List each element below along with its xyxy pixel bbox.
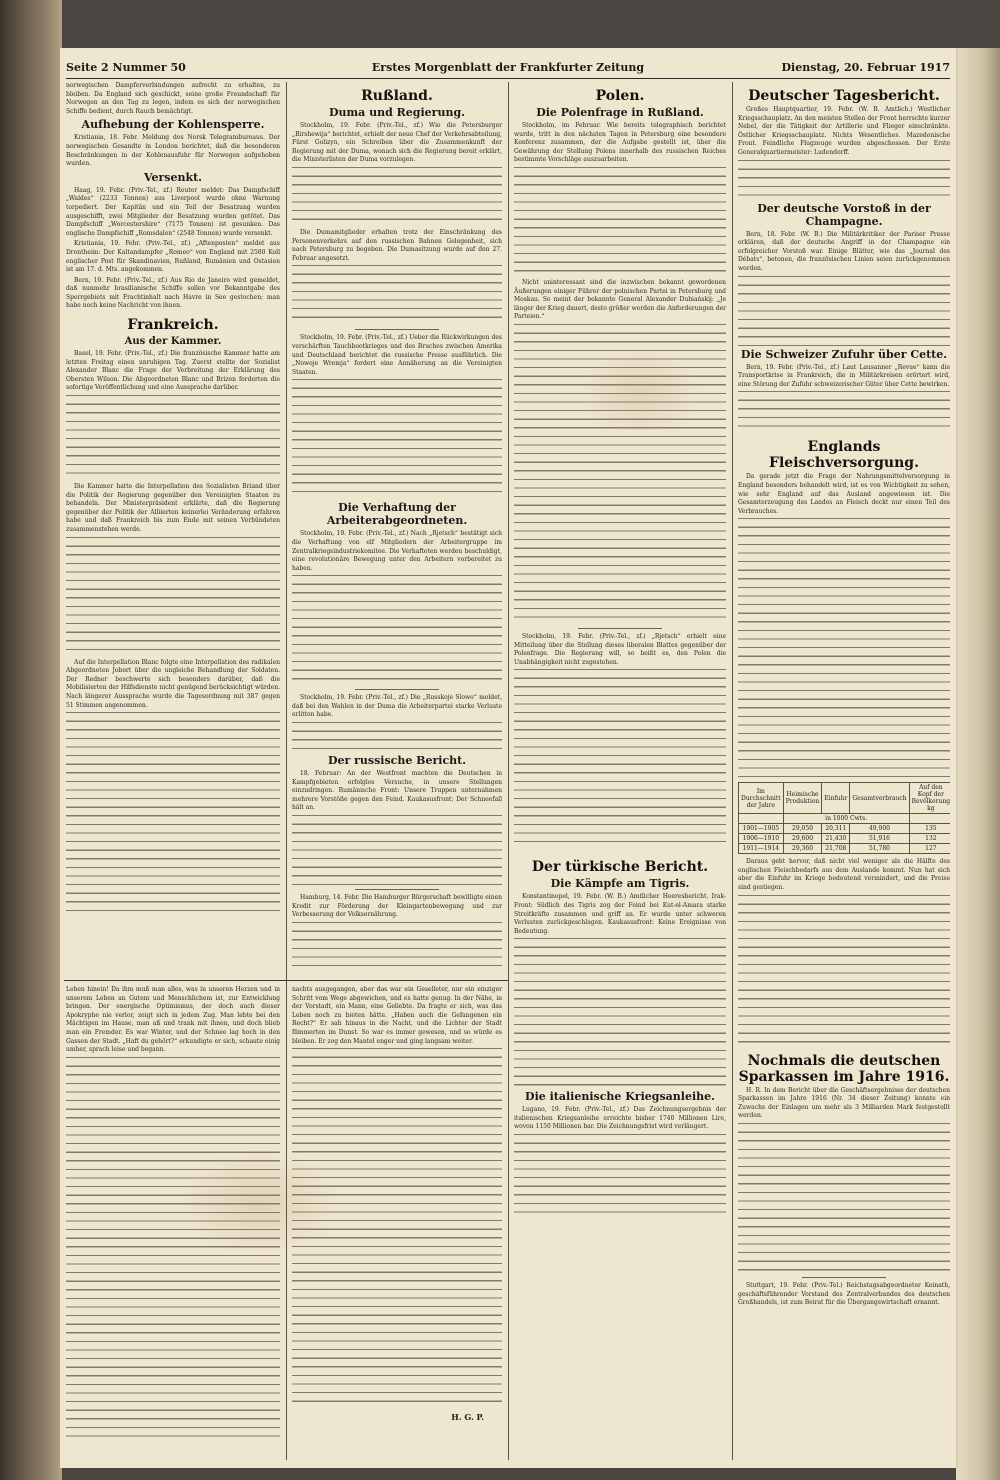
headline: Der deutsche Vorstoß in der Champagne. [757, 201, 931, 228]
text-lines [292, 379, 502, 499]
headline: Aufhebung der Kohlensperre. [81, 118, 265, 132]
article-text: Hamburg, 14. Febr. Die Hamburger Bürgerschaft bewilligte einen Kredit zur Förderung der Kleingartenbewegung und zur Verbesserung der Volksernährung. [292, 894, 502, 919]
table-cell: 29,600 [783, 834, 822, 844]
article-text: Nicht uninteressant sind die inzwischen bekannt gewordenen Äußerungen einiger Führer der polnischen Partei in Petersburg und Moskau. So meint der bekannte General Alexander Dubiańskij: „Je länger der Krieg dauert, desto größer werden die Anforderungen der Parteien.“ [514, 278, 726, 321]
table-row [739, 824, 951, 834]
column-3 [514, 82, 726, 1458]
masthead [66, 60, 950, 79]
newspaper-page [60, 48, 956, 1468]
table-cell: 127 [909, 844, 950, 854]
article-text: Bern, 19. Febr. (Priv.-Tel., zf.) Laut Lausanner „Revue“ kann die Transportkrise in Frankreich, die in Militärkreisen erörtert wird, eine Störung der Zufuhr schweizerischer Güter über Cette bewirken. [738, 363, 950, 388]
article-text: 18. Februar: An der Westfront machten die Deutschen in Kampfgebieten erfolglos Versuche, in unsere Stellungen einzudringen. Rumänische Front: Unsere Truppen unternahmen mehrere Vorstöße gegen den Feind. Kaukasusfront: Der Schneefall hält an. [292, 770, 502, 812]
separator [802, 1277, 887, 1278]
article-text: Auf die Interpellation Blanc folgte eine Interpellation des radikalen Abgeordneten Jobert über die ungleiche Behandlung der Soldaten. Der Redner beschwerte sich besonders darüber, daß die Mobilisierten der Hilfsdienste nicht genügend berücksichtigt würden. Nach längerer Aussprache wurde die Tagesordnung mit 387 gegen 51 Stimmen angenommen. [66, 658, 280, 709]
article-text: Stockholm, 19. Febr. (Priv.-Tel., zf.) Die „Russkoje Slowo“ meldet, daß bei den Wahlen in der Duma die Arbeiterpartei starke Verluste erlitten habe. [292, 694, 502, 719]
table-row [739, 844, 951, 854]
table-cell: 21,430 [822, 834, 850, 844]
table-header-cell: Heimische Produktion [783, 783, 822, 814]
sub-headline: Aus der Kammer. [124, 336, 222, 348]
feuilleton-rule [64, 980, 508, 981]
section-headline: Rußland. [361, 88, 433, 104]
text-lines [66, 712, 280, 912]
article-text: Stockholm, 19. Febr. (Priv.-Tel., zf.) Ueber die Rückwirkungen des verschärften Tauchbootkrieges und des Bruches zwischen Amerika und Deutschland berichtet die russische Presse ausführlich. Die „Nowoje Wremja“ fordert eine Annäherung an die Vereinigten Staaten. [292, 334, 502, 376]
separator [355, 329, 439, 330]
column-rule [286, 82, 287, 1460]
article-text: Da gerade jetzt die Frage der Nahrungsmittelversorgung in England besonders behandelt wird, ist es von Wichtigkeit zu sehen, wie sehr England auf das Ausland angewiesen ist. Die Gesamterzeugung des Landes an Fleisch deckt nur einen Teil des Verbrauches. [738, 473, 950, 515]
section-headline: Nochmals die deutschen Sparkassen im Jahre 1916. [738, 1052, 950, 1085]
text-lines [514, 669, 726, 849]
table-cell: 49,900 [850, 824, 909, 834]
feuilleton-right [292, 986, 502, 1458]
article-text: Haag, 19. Febr. (Priv.-Tel., zf.) Reuter meldet: Das Dampfschiff „Waldes“ (2233 Tonnen) aus Liverpool wurde ohne Warnung torpediert. Der Kapitän und ein Teil der Besatzung wurden ausgeschifft, zwei Mitglieder der Besatzung wurden getötet. Das Dampfschiff „Worcestershire“ (7175 Tonnen) ist gesunken. Das englische Dampfschiff „Romsdalen“ (2548 Tonnen) wurde versenkt. [66, 186, 280, 237]
section-headline: Frankreich. [127, 317, 219, 334]
table-cell: 21,708 [822, 844, 850, 854]
table-header-cell: Gesamtverbrauch [850, 783, 909, 814]
article-text: Bern, 19. Febr. (Priv.-Tel., zf.) Aus Rio de Janeiro wird gemeldet, daß nunmehr brasilianische Schiffe sollen vor Bekanntgabe des Sperrgebiets mit Frachtinhalt nach Havre in See gestochen; man habe noch keine Nachricht von ihnen. [66, 276, 280, 310]
article-text: Stuttgart, 19. Febr. (Priv.-Tel.) Reichstagsabgeordneter Keinath, geschäftsführender Vorstand des Zentralverbandes des deutschen Großhandels, ist zum Beirat für die Übergangswirtschaft ernannt. [738, 1282, 950, 1307]
article-text: Stockholm, 19. Febr. (Priv.-Tel., zf.) Wie die Petersburger „Birshewija“ berichtet, erhielt der neue Chef der Verkehrsabteilung, Fürst Golizyn, ein Schreiben über die Zusammenkunft der Regierung mit der Duma, wonach sich die Regierung bereit erklärt, die Ministerlisten der Duma vorzulegen. [292, 122, 502, 164]
page-edge [956, 48, 1000, 1480]
sub-headline: Die Kämpfe am Tigris. [550, 877, 690, 891]
section-headline: Englands Fleischversorgung. [769, 439, 919, 472]
table-cell: 1911—1914 [739, 844, 784, 854]
text-lines [66, 1057, 280, 1437]
text-lines [738, 276, 950, 346]
text-lines [292, 922, 502, 972]
table-header-cell: Einfuhr [822, 783, 850, 814]
article-text: Stockholm, im Februar. Wie bereits telegraphisch berichtet wurde, tritt in den nächsten Tagen in Petersburg eine besondere Konferenz zusammen, der die Aufgabe gestellt ist, über die Gewährung der Stellung Polens innerhalb des russischen Reiches bestimmte Vorschläge auszuarbeiten. [514, 122, 726, 164]
feuilleton-signature: H. G. P. [451, 1412, 484, 1423]
text-lines [292, 722, 502, 752]
sub-headline: Die Polenfrage in Rußland. [536, 106, 704, 119]
table-row [739, 834, 951, 844]
book-binding [0, 0, 62, 1480]
text-lines [292, 575, 502, 685]
headline: Die Schweizer Zufuhr über Cette. [740, 347, 948, 361]
headline: Versenkt. [143, 170, 203, 184]
text-lines [292, 1048, 502, 1408]
text-lines [738, 518, 950, 778]
feuilleton-text: nachts ausgegangen, aber das war ein Geselleter, nur ein einziger Schritt vom Wege abgewichen, und es hatte genug. In der Nähe, in der Vorstadt, ein Mann, eine Geliebte. Da fragte er sich, was das Leben noch zu bieten hätte. „Haben auch die Gefangenen ein Recht?“ Er sah hinaus in die Nacht, und die Lichter der Stadt flimmerten im Dunst. So war es immer gewesen, und so würde es bleiben. Er zog den Mantel enger und ging langsam weiter. [292, 986, 502, 1045]
text-lines [738, 391, 950, 431]
column-1 [66, 82, 280, 978]
article-text: Großes Hauptquartier, 19. Febr. (W. B. Amtlich.) Westlicher Kriegsschauplatz. An den meisten Stellen der Front herrschte kurzer Nebel, der die Tätigkeit der Artillerie und Flieger einschränkte. Östlicher Kriegsschauplatz. Nichts Wesentliches. Mazedonische Front. Feindliche Flugzeuge wurden abgeschossen. Der Erste Generalquartiermeister: Ludendorff. [738, 106, 950, 156]
headline: Die italienische Kriegsanleihe. [525, 1090, 715, 1104]
separator [355, 889, 439, 890]
table-cell: 29,360 [783, 844, 822, 854]
table-header-cell: Im Durchschnitt der Jahre [739, 783, 784, 814]
separator [355, 689, 439, 690]
section-headline: Deutscher Tagesbericht. [748, 88, 940, 104]
table-cell: 51,780 [850, 844, 909, 854]
section-headline: Der türkische Bericht. [531, 859, 709, 876]
article-text: Kristiania, 19. Febr. (Priv.-Tel., zf.) „Aftenposten“ meldet aus Drontheim: Der Kaltandampfer „Romeo“ von England mit 2580 Koll englischer Post für Skandinavien, Rußland, Rumänien und Ostasien ist am 17. d. Mts. angekommen. [66, 240, 280, 274]
column-rule [732, 82, 733, 1460]
text-lines [738, 895, 950, 1045]
table-unit-row [739, 814, 951, 824]
table-header-row [739, 783, 951, 814]
table-cell: 20,311 [822, 824, 850, 834]
table-cell: 135 [909, 824, 950, 834]
article-text: Konstantinopel, 19. Febr. (W. B.) Amtlicher Heeresbericht. Irak-Front: Südlich des Tigris zog der Feind bei Kut-el-Amara starke Streitkräfte zusammen und griff an. Er wurde unter schweren Verlusten zurückgeschlagen. Kaukasusfront: Keine Ereignisse von Bedeutung. [514, 893, 726, 935]
article-text: Stockholm, 19. Febr. (Priv.-Tel., zf.) „Rjetsch“ erhielt eine Mitteilung über die Stellung dieses liberalen Blattes gegenüber der Polenfrage. Die Regierung will, so heißt es, den Polen die Unabhängigkeit nicht zugestehen. [514, 632, 726, 666]
article-text: H. R. In dem Bericht über die Geschäftsergebnisse der deutschen Sparkassen im Jahre 1916 (Nr. 34 dieser Zeitung) konnte ein Zuwachs der Einlagen um mehr als 3 Milliarden Mark festgestellt werden. [738, 1086, 950, 1120]
text-lines [738, 1123, 950, 1273]
page-number: Seite 2 Nummer 50 [66, 61, 186, 74]
table-cell: 1906—1910 [739, 834, 784, 844]
column-4 [738, 82, 950, 1458]
text-lines [292, 815, 502, 885]
article-text: Kristiania, 18. Febr. Meldung des Norsk Telegrambureaus. Der norwegischen Gesandte in London berichtet, daß die besonderen Beschränkungen in der Kohlenausfuhr für Norwegen aufgehoben wurden. [66, 134, 280, 168]
separator [578, 628, 663, 629]
column-rule [508, 82, 509, 1460]
section-headline: Polen. [595, 88, 645, 104]
feuilleton-text: Leben hinein! Da ihm muß man alles, was in unseren Herzen und in unserem Leben an Gutem und Menschlichem ist, zur Entwicklung bringen. Der energische Optimismus, der doch auch dieser Apokryphe nie verlor, zeigt sich in jedem Zug. Man lebte bei den Mächtigen im Hause, man aß und trank mit ihnen, und doch blieb man ein Fremder. Es war Winter, und der Schnee lag hoch in den Gassen der Stadt. „Haft du gehört?“ erkundigte er sich, schaute einig umher, sprach leise und begann. [66, 986, 280, 1054]
article-text: Daraus geht hervor, daß nicht viel weniger als die Hälfte des englischen Fleischbedarfs aus dem Auslande kommt. Nun hat sich aber die Einfuhr im Kriege bedeutend vermindert, und die Preise sind gestiegen. [738, 858, 950, 892]
text-lines [514, 167, 726, 277]
meat-supply-table [738, 782, 950, 854]
table-cell: 1901—1905 [739, 824, 784, 834]
table-cell: 29,050 [783, 824, 822, 834]
headline: Der russische Bericht. [327, 754, 467, 768]
article-text: Stockholm, 19. Febr. (Priv.-Tel., zf.) Nach „Rjetsch“ bestätigt sich die Verhaftung von elf Mitgliedern der Arbeitergruppe im Zentralkriegsindustriekomitee. Die Verhafteten werden beschuldigt, eine revolutionäre Bewegung unter den Arbeitern vorbereitet zu haben. [292, 530, 502, 572]
text-lines [514, 938, 726, 1088]
article-text: Basel, 19. Febr. (Priv.-Tel., zf.) Die französische Kammer hatte am letzten Freitag einen unruhigen Tag. Zuerst stellte der Sozialist Alexander Blanc die Frage der Verbreitung der Erklärung des Obersten Wilson. Die Abgeordneten Blanc und Brizon forderten die sofortige Veröffentlichung und eine Aussprache darüber. [66, 350, 280, 392]
headline: Die Verhaftung der Arbeiterabgeordneten. [326, 501, 468, 528]
table-header-cell: Auf den Kopf der Bevölkerung kg [909, 783, 950, 814]
text-lines [66, 537, 280, 657]
article-text: Bern, 18. Febr. (W. B.) Die Militärkritiker der Pariser Presse erklären, daß der deutsche Angriff in der Champagne ein erfolgreicher Vorstoß war. Einige Blätter, wie das „Journal des Débats“, betonen, die französischen Linien seien zurückgenommen worden. [738, 230, 950, 272]
text-lines [514, 1134, 726, 1214]
feuilleton-left [66, 986, 280, 1458]
column-2 [292, 82, 502, 978]
table-unit: in 1000 Cwts. [783, 814, 909, 824]
text-lines [292, 167, 502, 227]
text-lines [292, 265, 502, 325]
article-text: Die Kammer hatte die Interpellation des Sozialisten Briand über die Politik der Regierung gegenüber den Vereinigten Staaten zu behandeln. Der Ministerpräsident erklärte, daß die Regierung gegenüber der Politik der Alliierten keinerlei Veränderung erfahren habe und daß Frankreich bis zum Ende mit seinen Verbündeten zusammenstehen werde. [66, 483, 280, 533]
table-cell: 132 [909, 834, 950, 844]
sub-headline: Duma und Regierung. [329, 106, 465, 119]
table-cell: 51,916 [850, 834, 909, 844]
newspaper-title: Erstes Morgenblatt der Frankfurter Zeitung [371, 61, 645, 74]
text-lines [738, 160, 950, 200]
text-lines [514, 324, 726, 624]
issue-date: Dienstag, 20. Februar 1917 [781, 61, 950, 74]
text-lines [66, 395, 280, 481]
article-text: Die Dumamitglieder erhalten trotz der Einschränkung des Personenverkehrs auf den russischen Bahnen Gelegenheit, sich nach Petersburg zu begeben. Die Dumasitzung wurde auf den 27. Februar angesetzt. [292, 228, 502, 262]
article-text: norwegischen Dampferverbindungen aufrecht zu erhalten, zu bleiben. Da England sich geschickt, seine große Freundschaft für Norwegen an den Tag zu legen, indem es sich der norwegischen Schiffe bedient, durch Rauch bemächtigt. [66, 82, 280, 115]
article-text: Lugano, 19. Febr. (Priv.-Tel., zf.) Das Zeichnungsergebnis der italienischen Kriegsanleihe erreichte bisher 1740 Millionen Lire, wovon 1150 Millionen bar. Die Zeichnungsfrist wird verlängert. [514, 1106, 726, 1131]
